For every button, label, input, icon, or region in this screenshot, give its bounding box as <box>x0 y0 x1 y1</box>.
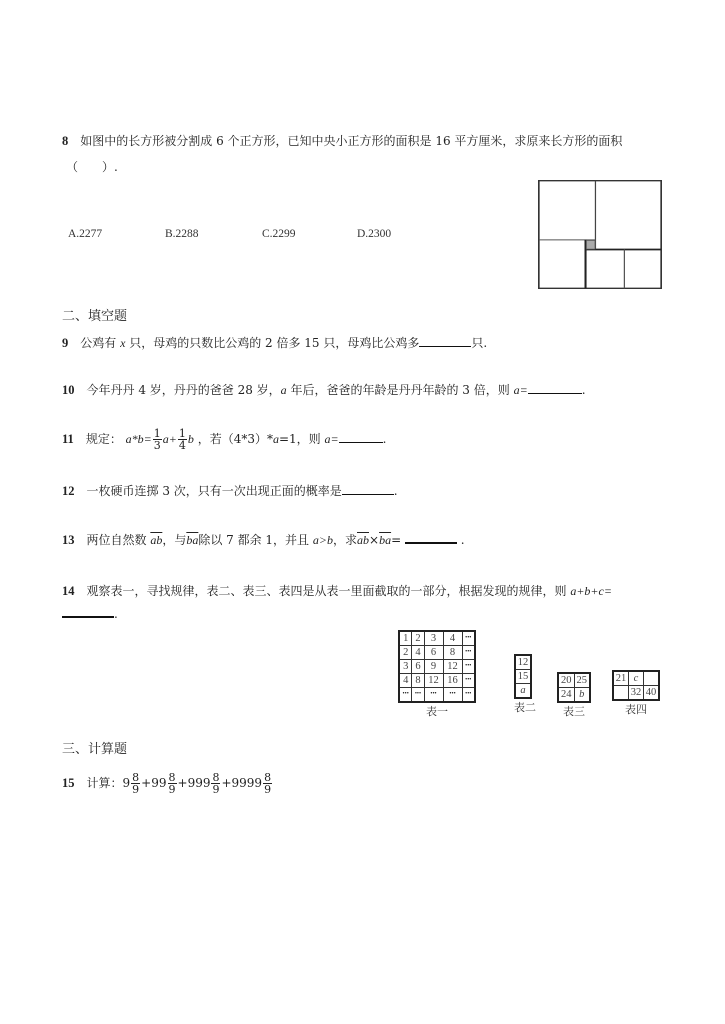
text: 计算： <box>86 776 123 790</box>
table-row <box>558 673 590 688</box>
text: 年后，爸爸的年龄是丹丹年龄的 3 倍，则 <box>286 383 514 397</box>
text: . <box>393 484 398 498</box>
option-b[interactable]: B.2288 <box>165 228 199 240</box>
question-number: 9 <box>62 336 69 350</box>
question-14 <box>62 582 612 599</box>
question-number: 8 <box>62 134 69 148</box>
table-cell: 24 <box>558 688 574 703</box>
table-cell: 32 <box>629 686 644 701</box>
table-row <box>399 631 475 646</box>
table-row <box>558 688 590 703</box>
section-heading-calculation: 三、计算题 <box>62 742 128 757</box>
table-row <box>613 686 659 701</box>
table-row <box>399 660 475 674</box>
table-cell: 15 <box>515 670 531 684</box>
table-cell: ••• <box>462 631 475 646</box>
table-row <box>399 646 475 660</box>
answer-blank[interactable] <box>405 530 457 544</box>
table-3-label: 表三 <box>563 705 585 718</box>
table-4 <box>612 670 660 717</box>
text: ，求 <box>332 533 357 547</box>
option-a[interactable]: A.2277 <box>68 228 103 240</box>
text: . <box>114 607 118 621</box>
question-9 <box>62 334 487 351</box>
text: 只. <box>471 336 488 350</box>
denominator: 3 <box>153 439 161 452</box>
var: a <box>272 432 279 446</box>
overline-number: $\overline{ab}$ <box>150 533 163 547</box>
table-cell: 4 <box>412 646 424 660</box>
table-cell: 4 <box>443 631 462 646</box>
fraction <box>153 428 162 451</box>
numerator: 1 <box>153 427 161 440</box>
table-cell: 2 <box>399 646 412 660</box>
table-cell: 16 <box>443 674 462 688</box>
table-1-label: 表一 <box>426 705 448 718</box>
text: = <box>391 533 402 547</box>
fraction <box>131 772 140 795</box>
question-11 <box>62 428 386 451</box>
text: ，与 <box>162 533 187 547</box>
text: 一枚硬币连掷 3 次，只有一次出现正面的概率是 <box>86 484 342 498</box>
table-cell: 25 <box>574 673 590 688</box>
table-4-label: 表四 <box>625 703 647 716</box>
formula: a+ <box>162 432 177 446</box>
denominator: 9 <box>264 783 272 796</box>
denominator: 4 <box>178 439 186 452</box>
table-cell: ••• <box>462 688 475 703</box>
text: 除以 7 都余 1，并且 <box>198 533 313 547</box>
table-cell <box>643 671 659 686</box>
formula: b <box>187 432 194 446</box>
text: . <box>382 432 387 446</box>
table-cell: 12 <box>443 660 462 674</box>
text: 规定： <box>85 432 122 446</box>
table-cell: ••• <box>462 660 475 674</box>
table-cell: 1 <box>399 631 412 646</box>
table-1 <box>398 630 476 719</box>
whole-part: 999 <box>187 776 211 790</box>
table-cell: 8 <box>412 674 424 688</box>
fraction <box>178 428 187 451</box>
text: 只，母鸡的只数比公鸡的 2 倍多 15 只，母鸡比公鸡多 <box>125 336 420 350</box>
table-cell: ••• <box>443 688 462 703</box>
table-1-grid <box>398 630 476 703</box>
overline-number: $\overline{ba}$ <box>379 533 392 547</box>
answer-blank[interactable] <box>342 482 394 495</box>
text: . <box>581 383 586 397</box>
overline-number: $\overline{ab}$ <box>357 533 369 547</box>
formula: a*b= <box>125 432 152 446</box>
table-cell: ••• <box>424 688 443 703</box>
text: 公鸡有 <box>80 336 121 350</box>
question-number: 10 <box>62 383 75 397</box>
table-cell: c <box>629 671 644 686</box>
table-cell: 20 <box>558 673 574 688</box>
table-cell: 12 <box>515 655 531 670</box>
numerator: 8 <box>168 771 176 784</box>
table-cell: 3 <box>424 631 443 646</box>
table-row <box>515 684 531 699</box>
plus-sign: + <box>221 776 232 790</box>
denominator: 9 <box>132 783 140 796</box>
var: a= <box>513 383 528 397</box>
plus-sign: + <box>141 776 152 790</box>
question-text: 如图中的长方形被分割成 6 个正方形，已知中央小正方形的面积是 16 平方厘米，求原来长方形的面积 <box>80 134 623 148</box>
numerator: 8 <box>132 771 140 784</box>
table-row <box>399 674 475 688</box>
table-row <box>613 671 659 686</box>
text: 观察表一，寻找规律，表二、表三、表四是从表一里面截取的一部分，根据发现的规律，则 <box>86 584 571 598</box>
var: a= <box>324 432 339 446</box>
table-cell: 6 <box>412 660 424 674</box>
question-number: 11 <box>62 432 74 446</box>
overline-number: $\overline{ba}$ <box>186 533 199 547</box>
question-number: 15 <box>62 776 75 790</box>
plus-sign: + <box>177 776 188 790</box>
question-number: 12 <box>62 484 75 498</box>
answer-blank[interactable] <box>528 381 582 394</box>
table-2-label: 表二 <box>514 701 536 714</box>
question-15 <box>62 772 273 795</box>
times: × <box>369 533 380 547</box>
table-row <box>399 688 475 703</box>
table-3-grid <box>557 672 591 703</box>
text: . <box>460 533 465 547</box>
whole-part: 9999 <box>231 776 263 790</box>
table-3 <box>557 672 591 719</box>
question-number: 13 <box>62 533 75 547</box>
option-d[interactable]: D.2300 <box>357 228 392 240</box>
table-2 <box>514 654 536 715</box>
question-8 <box>62 132 622 149</box>
question-12 <box>62 482 398 499</box>
table-row <box>515 655 531 670</box>
answer-blank[interactable] <box>419 334 471 347</box>
table-cell: ••• <box>462 674 475 688</box>
text: 两位自然数 <box>86 533 151 547</box>
fraction <box>211 772 220 795</box>
var: a <box>280 383 287 397</box>
answer-line <box>62 604 118 621</box>
var: x <box>120 336 126 350</box>
condition: a>b <box>312 533 333 547</box>
question-10 <box>62 381 586 398</box>
table-cell: 6 <box>424 646 443 660</box>
whole-part: 99 <box>151 776 167 790</box>
table-cell: ••• <box>462 646 475 660</box>
table-cell: 8 <box>443 646 462 660</box>
question-13 <box>62 530 465 548</box>
answer-blank[interactable] <box>339 430 383 443</box>
table-cell: ••• <box>412 688 424 703</box>
numerator: 8 <box>212 771 220 784</box>
formula: a+b+c= <box>570 584 612 598</box>
mixed-number-expression <box>122 771 274 796</box>
table-cell: b <box>574 688 590 703</box>
section-heading-fill-in: 二、填空题 <box>62 309 128 324</box>
answer-paren: （ ）. <box>66 160 118 174</box>
table-cell <box>613 686 629 701</box>
table-cell: 9 <box>424 660 443 674</box>
table-2-grid <box>514 654 532 699</box>
question-number: 14 <box>62 584 75 598</box>
table-cell: 2 <box>412 631 424 646</box>
table-cell: 3 <box>399 660 412 674</box>
whole-part: 9 <box>122 776 131 790</box>
denominator: 9 <box>168 783 176 796</box>
table-cell: a <box>515 684 531 699</box>
rectangle-squares-figure <box>538 180 662 289</box>
table-cell: 4 <box>399 674 412 688</box>
table-4-grid <box>612 670 660 701</box>
numerator: 1 <box>178 427 186 440</box>
numerator: 8 <box>264 771 272 784</box>
table-cell: 40 <box>643 686 659 701</box>
fraction <box>263 772 272 795</box>
table-cell: 21 <box>613 671 629 686</box>
table-row <box>515 670 531 684</box>
text: ，若（4*3）* <box>197 432 273 446</box>
denominator: 9 <box>212 783 220 796</box>
text: 今年丹丹 4 岁，丹丹的爸爸 28 岁， <box>86 383 281 397</box>
answer-blank[interactable] <box>62 604 114 618</box>
option-c[interactable]: C.2299 <box>262 228 296 240</box>
fraction <box>168 772 177 795</box>
text: =1，则 <box>278 432 325 446</box>
table-cell: 12 <box>424 674 443 688</box>
table-cell: ••• <box>399 688 412 703</box>
